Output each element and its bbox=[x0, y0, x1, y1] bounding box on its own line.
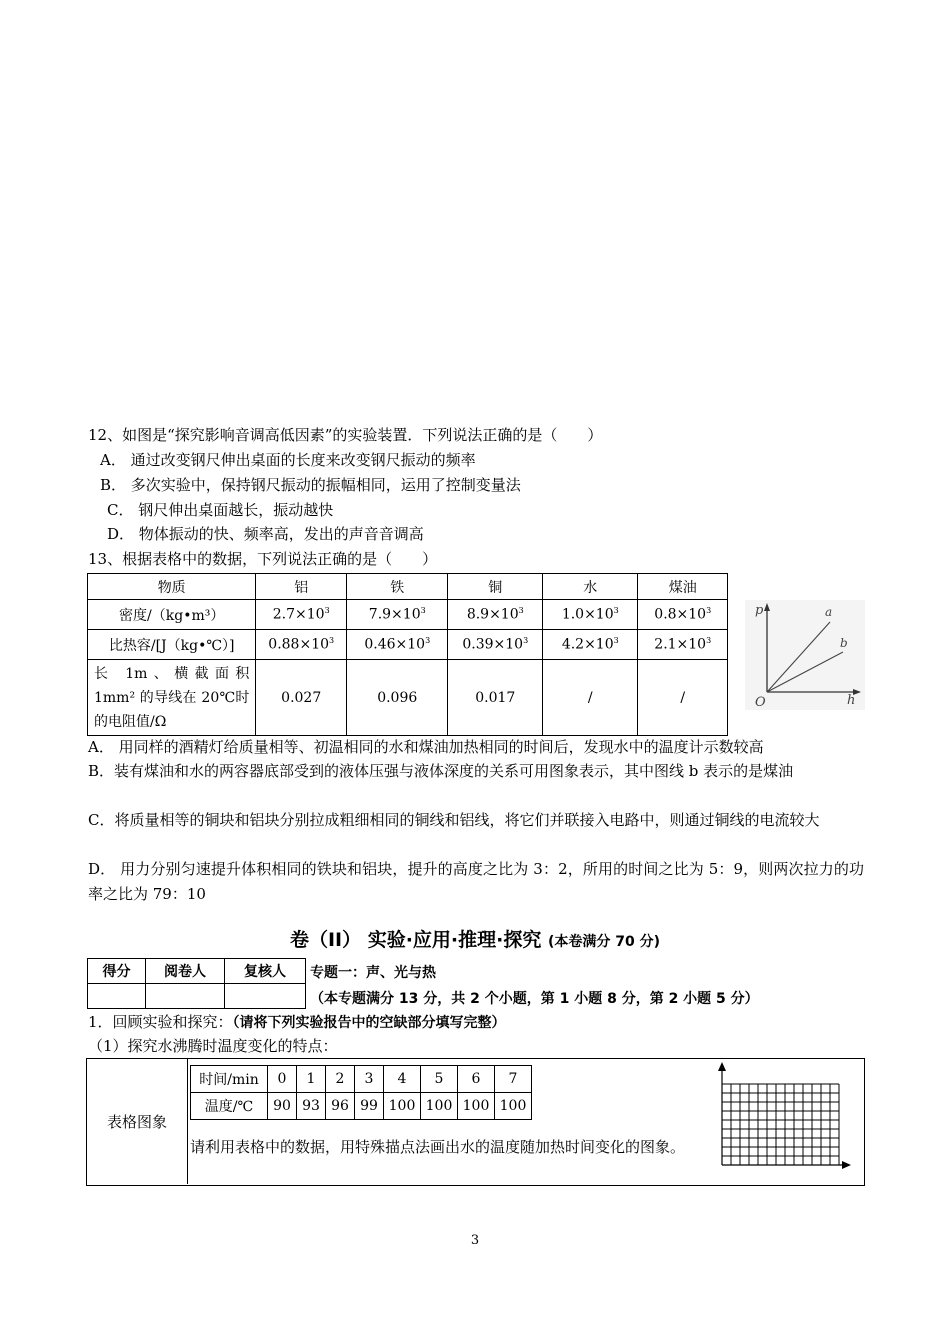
graph-origin: O bbox=[755, 695, 766, 710]
density-cell: $2.7\times 10^3$ bbox=[256, 600, 347, 630]
score-header: 得分 bbox=[88, 959, 146, 984]
graph-line-b-label: b bbox=[840, 636, 848, 650]
density-label: 密度/（kg•m³） bbox=[88, 600, 256, 630]
boiling-data-table bbox=[190, 1065, 532, 1120]
resistance-cell: 0.027 bbox=[256, 660, 347, 736]
grader-input[interactable] bbox=[146, 984, 225, 1009]
q12-option-b: B． 多次实验中，保持钢尺振动的振幅相同，运用了控制变量法 bbox=[100, 476, 521, 494]
time-cell: 4 bbox=[384, 1066, 421, 1093]
resistance-cell: / bbox=[638, 660, 728, 736]
resistance-cell: 0.017 bbox=[448, 660, 543, 736]
q1-prefix: 1．回顾实验和探究： bbox=[88, 1013, 233, 1031]
score-input[interactable] bbox=[88, 984, 146, 1009]
grader-header: 阅卷人 bbox=[146, 959, 225, 984]
reviewer-header: 复核人 bbox=[225, 959, 306, 984]
temp-cell: 100 bbox=[384, 1093, 421, 1120]
resistance-label: 长 1m、横截面积 1mm² 的导线在 20℃时的电阻值/Ω bbox=[88, 660, 256, 736]
header-cell: 水 bbox=[543, 574, 638, 600]
pressure-depth-graph bbox=[745, 600, 865, 710]
time-cell: 5 bbox=[421, 1066, 458, 1093]
sub-question-1: （1）探究水沸腾时温度变化的特点： bbox=[88, 1037, 338, 1055]
density-cell: $7.9\times 10^3$ bbox=[347, 600, 448, 630]
temp-cell: 99 bbox=[355, 1093, 384, 1120]
temp-cell: 90 bbox=[268, 1093, 297, 1120]
time-label: 时间/min bbox=[191, 1066, 268, 1093]
heat-cell: $2.1\times 10^3$ bbox=[638, 630, 728, 660]
time-cell: 3 bbox=[355, 1066, 384, 1093]
q13-option-a: A． 用同样的酒精灯给质量相等、初温相同的水和煤油加热相同的时间后，发现水中的温度计示数较高 bbox=[88, 738, 764, 756]
q13-option-b: B．装有煤油和水的两容器底部受到的液体压强与液体深度的关系可用图象表示，其中图线 b 表示的是煤油 bbox=[88, 762, 794, 780]
heat-cell: $0.88\times 10^3$ bbox=[256, 630, 347, 660]
topic-title: 专题一：声、光与热 bbox=[310, 965, 436, 981]
topic-note: （本专题满分 13 分，共 2 个小题，第 1 小题 8 分，第 2 小题 5 分） bbox=[310, 991, 759, 1007]
q12-option-c: C． 钢尺伸出桌面越长，振动越快 bbox=[107, 501, 334, 519]
q12-stem: 12、如图是“探究影响音调高低因素”的实验装置．下列说法正确的是（ ） bbox=[88, 426, 603, 444]
q13-stem: 13、根据表格中的数据，下列说法正确的是（ ） bbox=[88, 550, 438, 568]
q13-option-c: C．将质量相等的铜块和铝块分别拉成粗细相同的铜线和铝线，将它们并联接入电路中，则通过铜线的电流较大 bbox=[88, 811, 820, 829]
temp-cell: 93 bbox=[297, 1093, 326, 1120]
score-table bbox=[87, 958, 306, 1009]
heat-cell: $0.46\times 10^3$ bbox=[347, 630, 448, 660]
page-number: 3 bbox=[470, 1233, 480, 1248]
header-cell: 物质 bbox=[88, 574, 256, 600]
header-cell: 铁 bbox=[347, 574, 448, 600]
section-title-text: 卷（II） 实验·应用·推理·探究 bbox=[289, 929, 542, 951]
time-cell: 7 bbox=[495, 1066, 532, 1093]
heat-cell: $0.39\times 10^3$ bbox=[448, 630, 543, 660]
row-label: 表格图象 bbox=[87, 1059, 188, 1184]
q1-note: （请将下列实验报告中的空缺部分填写完整） bbox=[232, 1015, 506, 1031]
section-score-note: (本卷满分 70 分) bbox=[548, 934, 661, 950]
reviewer-input[interactable] bbox=[225, 984, 306, 1009]
header-cell: 铝 bbox=[256, 574, 347, 600]
q1-line bbox=[88, 1012, 506, 1033]
material-table bbox=[87, 573, 728, 736]
temp-cell: 100 bbox=[421, 1093, 458, 1120]
density-cell: $0.8\times 10^3$ bbox=[638, 600, 728, 630]
heat-cell: $4.2\times 10^3$ bbox=[543, 630, 638, 660]
section-title bbox=[0, 925, 950, 952]
plot-instruction: 请利用表格中的数据，用特殊描点法画出水的温度随加热时间变化的图象。 bbox=[190, 1138, 686, 1156]
q12-option-a: A． 通过改变钢尺伸出桌面的长度来改变钢尺振动的频率 bbox=[100, 451, 476, 469]
resistance-cell: 0.096 bbox=[347, 660, 448, 736]
density-cell: $8.9\times 10^3$ bbox=[448, 600, 543, 630]
q13-option-d: D． 用力分别匀速提升体积相同的铁块和铝块，提升的高度之比为 3：2，所用的时间之比为 5：9，则两次拉力的功率之比为 79：10 bbox=[88, 860, 864, 903]
time-cell: 1 bbox=[297, 1066, 326, 1093]
header-cell: 铜 bbox=[448, 574, 543, 600]
header-cell: 煤油 bbox=[638, 574, 728, 600]
q12-option-d: D． 物体振动的快、频率高，发出的声音音调高 bbox=[107, 525, 424, 543]
temp-cell: 96 bbox=[326, 1093, 355, 1120]
graph-line-a-label: a bbox=[825, 605, 833, 619]
temp-cell: 100 bbox=[458, 1093, 495, 1120]
temp-label: 温度/℃ bbox=[191, 1093, 268, 1120]
temp-cell: 100 bbox=[495, 1093, 532, 1120]
time-cell: 0 bbox=[268, 1066, 297, 1093]
density-cell: $1.0\times 10^3$ bbox=[543, 600, 638, 630]
graph-y-label: p bbox=[755, 603, 764, 618]
time-cell: 2 bbox=[326, 1066, 355, 1093]
graph-x-label: h bbox=[847, 693, 856, 708]
time-cell: 6 bbox=[458, 1066, 495, 1093]
plot-grid[interactable] bbox=[712, 1060, 862, 1184]
resistance-cell: / bbox=[543, 660, 638, 736]
heat-capacity-label: 比热容/[J（kg•℃）] bbox=[88, 630, 256, 660]
